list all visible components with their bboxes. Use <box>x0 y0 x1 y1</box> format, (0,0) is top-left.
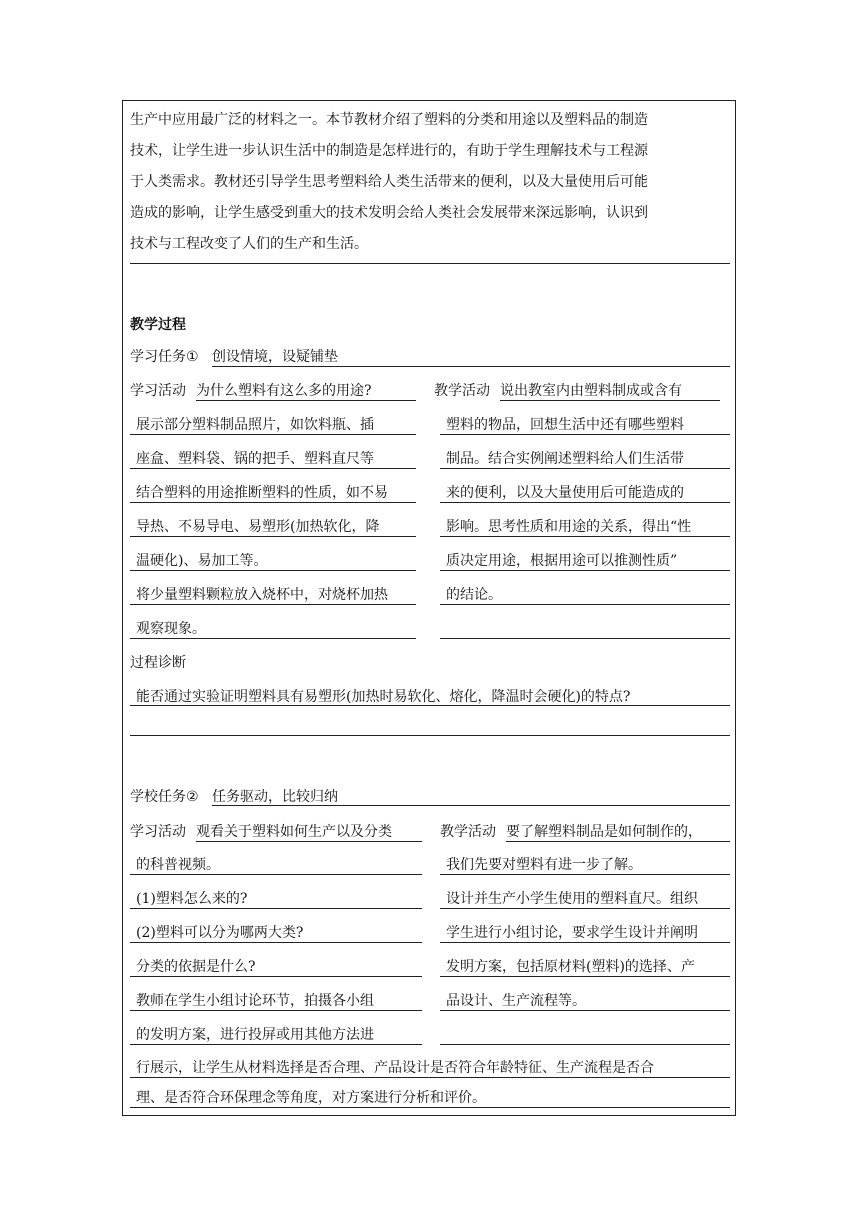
task1-learn-first: 为什么塑料有这么多的用途? <box>196 383 372 399</box>
task1-learn-underline-1 <box>130 434 416 435</box>
task2-teach-first-underline <box>506 841 730 842</box>
task1-learn-first-underline <box>196 400 416 401</box>
task2-learn-underline-5 <box>130 1010 422 1011</box>
task1-teach-line-1: 塑料的物品，回想生活中还有哪些塑料 <box>446 417 684 433</box>
intro-line-5: 技术与工程改变了人们的生产和生活。 <box>130 236 368 252</box>
task2-teach-first: 要了解塑料制品是如何制作的， <box>506 824 702 840</box>
task1-learn-underline-3 <box>130 502 416 503</box>
intro-line-3: 于人类需求。教材还引导学生思考塑料给人类生活带来的便利，以及大量使用后可能 <box>130 174 648 190</box>
task2-teach-underline-2 <box>440 908 730 909</box>
process-heading: 教学过程 <box>130 317 186 333</box>
diagnosis-label: 过程诊断 <box>130 655 186 671</box>
task2-learn-label: 学习活动 <box>130 824 186 840</box>
task2-label: 学校任务② <box>130 789 199 805</box>
intro-line-1: 生产中应用最广泛的材料之一。本节教材介绍了塑料的分类和用途以及塑料品的制造 <box>130 112 648 128</box>
task1-title-underline <box>212 366 730 367</box>
task2-learn-underline-1 <box>130 874 422 875</box>
task2-learn-line-3: (2)塑料可以分为哪两大类? <box>136 925 304 941</box>
task1-teach-line-3: 来的便利，以及大量使用后可能造成的 <box>446 485 684 501</box>
intro-line-4: 造成的影响，让学生感受到重大的技术发明会给人类社会发展带来深远影响，认识到 <box>130 205 648 221</box>
diagnosis-underline <box>130 705 730 706</box>
task2-learn-line-6: 的发明方案，进行投屏或用其他方法进 <box>136 1027 374 1043</box>
task2-learn-first: 观看关于塑料如何生产以及分类 <box>196 824 392 840</box>
task2-learn-underline-2 <box>130 908 422 909</box>
task1-learn-line-5: 温硬化)、易加工等。 <box>136 553 268 569</box>
task1-learn-underline-6 <box>130 604 416 605</box>
task1-learn-label: 学习活动 <box>130 383 186 399</box>
task2-closing-underline-2 <box>130 1107 730 1108</box>
task1-teach-underline-4 <box>440 536 730 537</box>
task1-learn-line-4: 导热、不易导电、易塑形(加热软化，降 <box>136 519 380 535</box>
task2-closing-line-1: 行展示，让学生从材料选择是否合理、产品设计是否符合年龄特征、生产流程是否合 <box>136 1060 654 1076</box>
task2-learn-underline-3 <box>130 942 422 943</box>
task1-teach-underline-2 <box>440 468 730 469</box>
task2-learn-line-2: (1)塑料怎么来的? <box>136 891 248 907</box>
task2-teach-label: 教学活动 <box>440 824 496 840</box>
task2-learn-underline-4 <box>130 976 422 977</box>
task1-learn-underline-7 <box>130 638 416 639</box>
intro-line-2: 技术，让学生进一步认识生活中的制造是怎样进行的，有助于学生理解技术与工程源 <box>130 143 648 159</box>
task2-teach-underline-3 <box>440 942 730 943</box>
task2-learn-line-4: 分类的依据是什么? <box>136 959 256 975</box>
task1-teach-line-6: 的结论。 <box>446 587 502 603</box>
task1-learn-underline-5 <box>130 570 416 571</box>
task1-learn-underline-4 <box>130 536 416 537</box>
task1-teach-line-5: 质决定用途，根据用途可以推测性质” <box>446 553 678 569</box>
task2-teach-line-2: 设计并生产小学生使用的塑料直尺。组织 <box>446 891 698 907</box>
task1-teach-underline-5 <box>440 570 730 571</box>
task2-teach-line-1: 我们先要对塑料有进一步了解。 <box>446 857 642 873</box>
task2-learn-line-5: 教师在学生小组讨论环节，拍摄各小组 <box>136 993 374 1009</box>
task2-teach-line-5: 品设计、生产流程等。 <box>446 993 586 1009</box>
task1-teach-label: 教学活动 <box>434 383 490 399</box>
task1-learn-line-3: 结合塑料的用途推断塑料的性质，如不易 <box>136 485 388 501</box>
task1-teach-underline-1 <box>440 434 730 435</box>
intro-underline <box>130 263 730 264</box>
task1-teach-line-4: 影响。思考性质和用途的关系，得出“性 <box>446 519 692 535</box>
task2-learn-line-1: 的科普视频。 <box>136 857 220 873</box>
task2-teach-line-3: 学生进行小组讨论，要求学生设计并阐明 <box>446 925 698 941</box>
task2-learn-first-underline <box>196 841 422 842</box>
task1-label: 学习任务① <box>130 349 199 365</box>
task2-closing-underline-1 <box>130 1077 730 1078</box>
task1-teach-underline-7 <box>440 638 730 639</box>
diagnosis-text: 能否通过实验证明塑料具有易塑形(加热时易软化、熔化，降温时会硬化)的特点? <box>136 689 631 705</box>
task2-title-underline <box>212 805 730 806</box>
task1-title: 创设情境，设疑铺垫 <box>212 349 338 365</box>
task1-learn-line-7: 观察现象。 <box>136 621 206 637</box>
task1-learn-line-6: 将少量塑料颗粒放入烧杯中，对烧杯加热 <box>136 587 388 603</box>
task2-teach-underline-4 <box>440 976 730 977</box>
task2-teach-underline-6 <box>440 1044 730 1045</box>
diagnosis-blank-line <box>130 735 730 736</box>
task1-teach-line-2: 制品。结合实例阐述塑料给人们生活带 <box>446 451 684 467</box>
task2-title: 任务驱动，比较归纳 <box>212 789 338 805</box>
task1-teach-first-underline <box>500 400 720 401</box>
task2-teach-line-4: 发明方案，包括原材料(塑料)的选择、产 <box>446 959 695 975</box>
task2-closing-line-2: 理、是否符合环保理念等角度，对方案进行分析和评价。 <box>136 1090 486 1106</box>
task1-teach-first: 说出教室内由塑料制成或含有 <box>500 383 682 399</box>
task1-learn-line-2: 座盒、塑料袋、锅的把手、塑料直尺等 <box>136 451 374 467</box>
task2-teach-underline-5 <box>440 1010 730 1011</box>
task2-teach-underline-1 <box>440 874 730 875</box>
task1-learn-line-1: 展示部分塑料制品照片，如饮料瓶、插 <box>136 417 374 433</box>
task2-learn-underline-6 <box>130 1044 422 1045</box>
task1-teach-underline-3 <box>440 502 730 503</box>
task1-teach-underline-6 <box>440 604 730 605</box>
task1-learn-underline-2 <box>130 468 416 469</box>
